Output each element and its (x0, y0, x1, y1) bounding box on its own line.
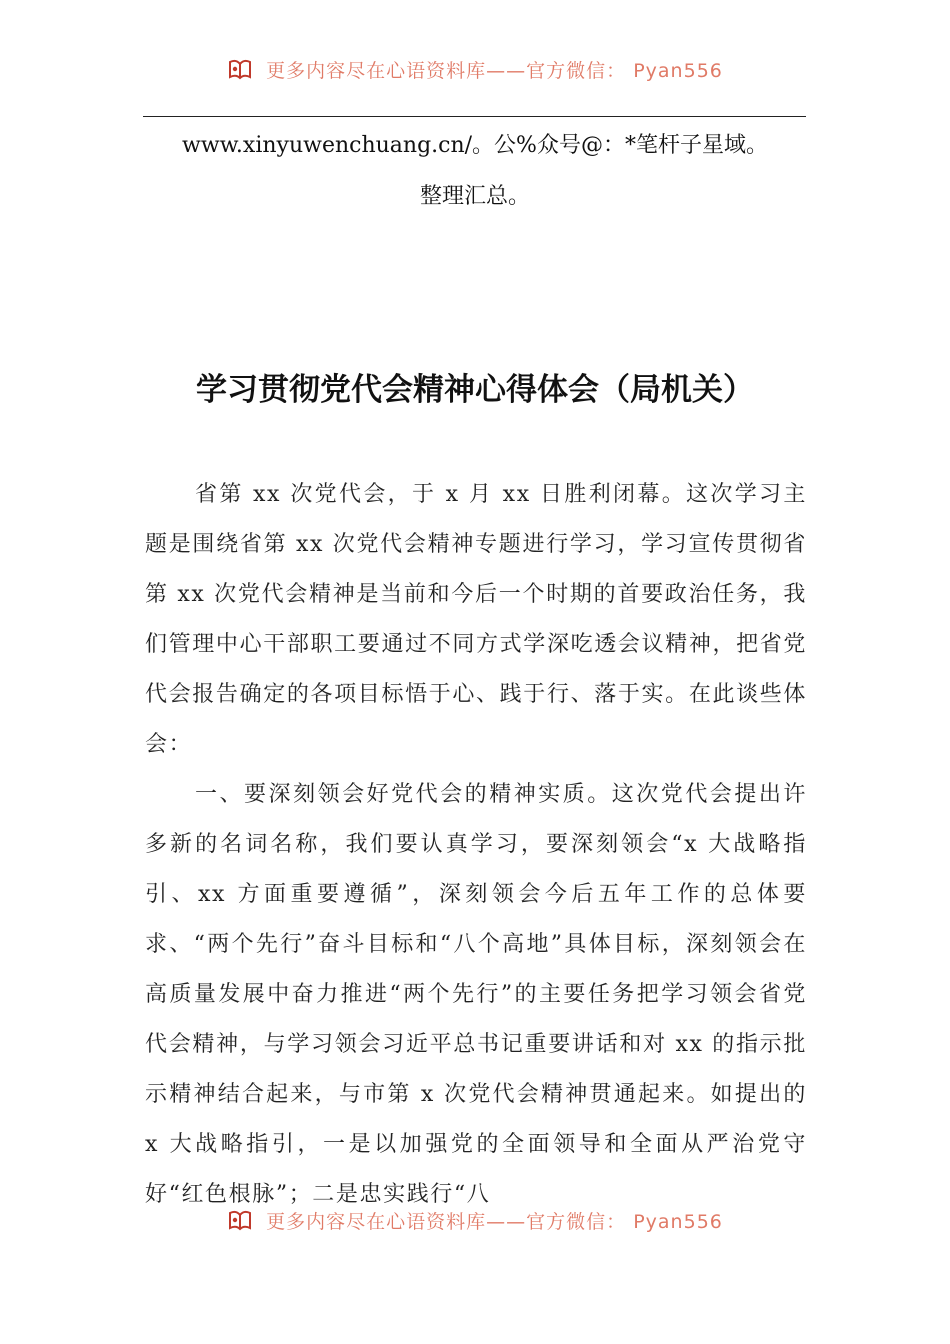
top-watermark (0, 56, 950, 86)
book-logo-icon (227, 1208, 253, 1237)
section-one-paragraph: 一、要深刻领会好党代会的精神实质。这次党代会提出许多新的名词名称，我们要认真学习，要深刻领会“x 大战略指引、xx 方面重要遵循”，深刻领会今后五年工作的总体要求、“两个先行”奋斗目标和“八个高地”具体目标，深刻领会在高质量发展中奋力推进“两个先行”的主要任务把学习领会省党代会精神，与学习领会习近平总书记重要讲话和对 xx 的指示批示精神结合起来，与市第 x 次党代会精神贯通起来。如提出的 x 大战略指引，一是以加强党的全面领导和全面从严治党守好“红色根脉”；二是忠实践行“八 (145, 782, 807, 1207)
watermark-text: 更多内容尽在心语资料库——官方微信： Pyan556 (266, 1211, 723, 1233)
book-logo-icon (227, 57, 253, 86)
intro-paragraph: 省第 xx 次党代会，于 x 月 xx 日胜利闭幕。这次学习主题是围绕省第 xx 次党代会精神专题进行学习，学习宣传贯彻省第 xx 次党代会精神是当前和今后一个时期的首要政治任务，我们管理中心干部职工要通过不同方式学深吃透会议精神，把省党代会报告确定的各项目标悟于心、践于行、落于实。在此谈些体会： (145, 482, 807, 757)
source-line: www.xinyuwenchuang.cn/。公%众号@：*笔杆子星域。 (182, 133, 768, 158)
document-body (145, 470, 807, 1220)
source-line-continued: 整理汇总。 (419, 184, 530, 209)
bottom-watermark (0, 1207, 950, 1237)
header-divider (143, 116, 806, 117)
document-title: 学习贯彻党代会精神心得体会（局机关） (196, 372, 754, 408)
watermark-text: 更多内容尽在心语资料库——官方微信： Pyan556 (266, 60, 723, 82)
